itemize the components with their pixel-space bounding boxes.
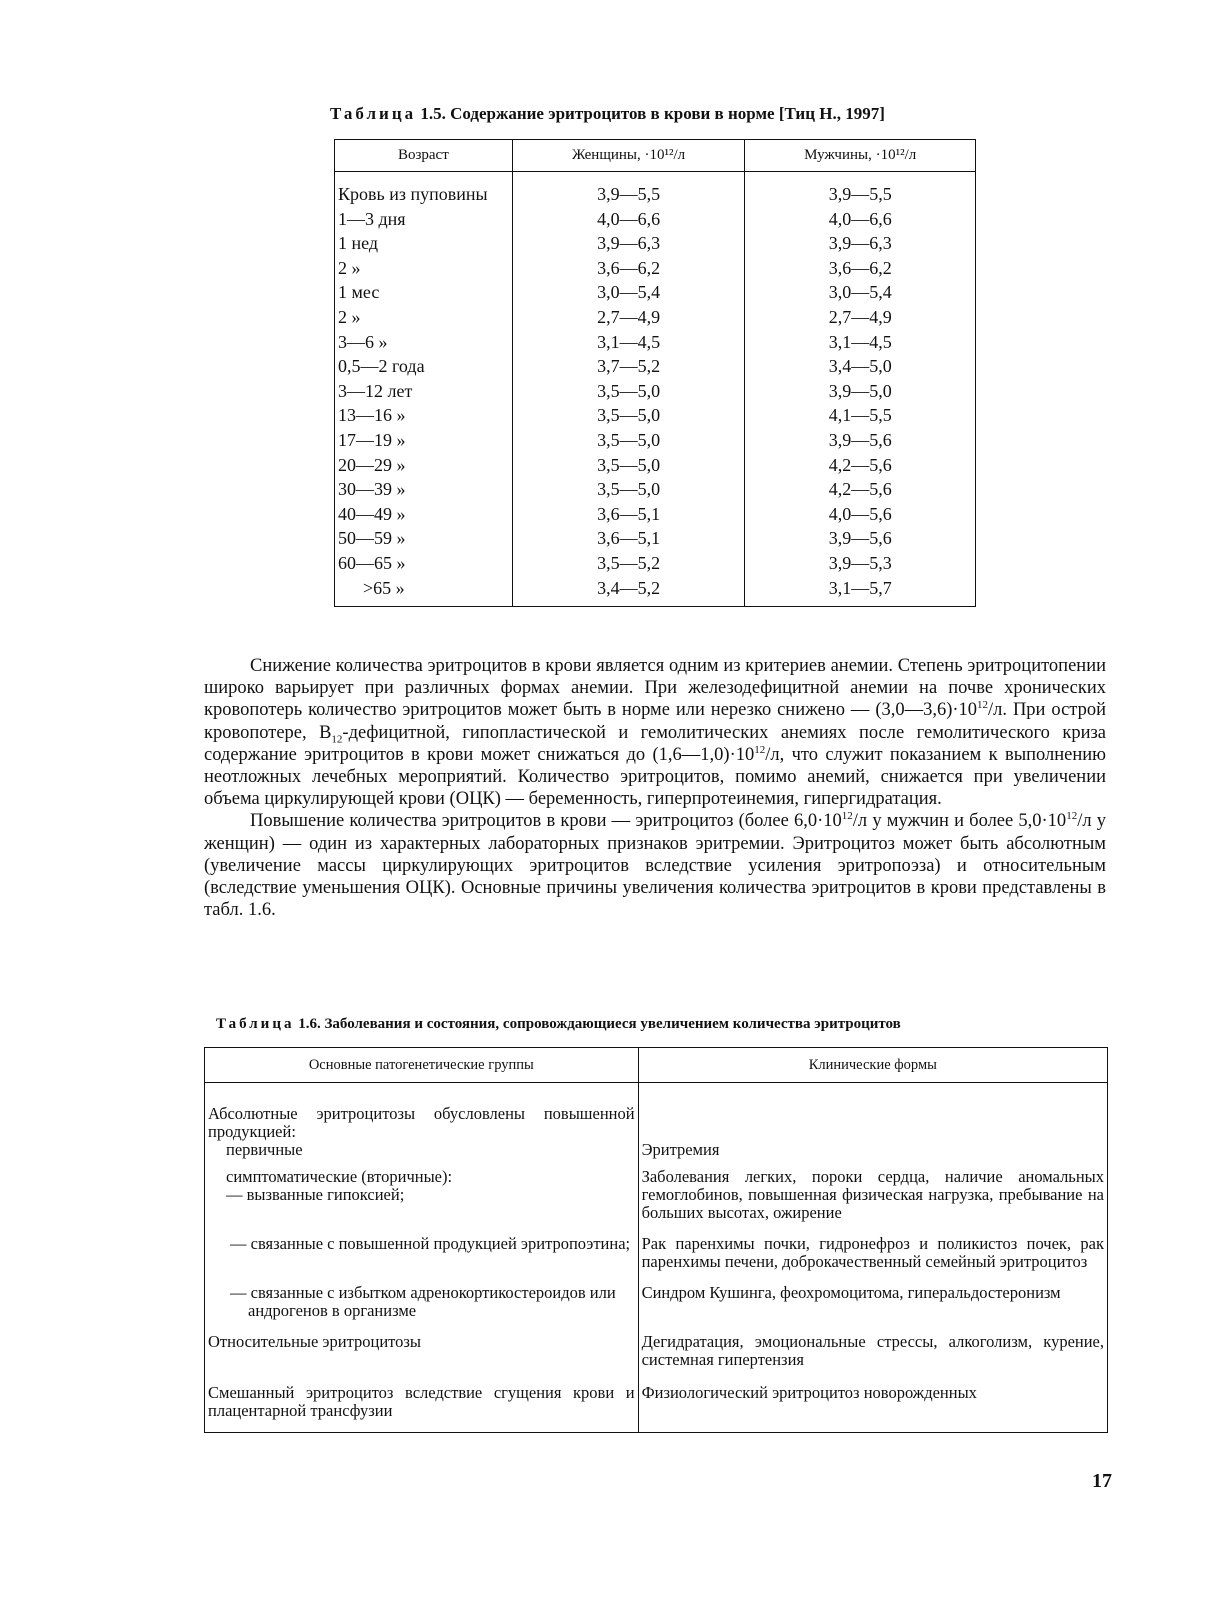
text-run: Повышение количества эритроцитов в крови — эритроцитоз (более 6,0·10: [250, 811, 842, 832]
age-cell: 1—3 дня: [335, 207, 513, 232]
exponent: 12: [977, 699, 989, 712]
table-row: [335, 453, 976, 478]
women-range-cell: 3,6—5,1: [512, 526, 745, 551]
table-1-6: [204, 1047, 1108, 1433]
table-row: [335, 256, 976, 281]
women-range-cell: 3,5—5,0: [512, 379, 745, 404]
table-body: [335, 172, 976, 607]
women-range-cell: 3,6—6,2: [512, 256, 745, 281]
women-range-cell: 3,5—5,0: [512, 403, 745, 428]
subscript: 12: [331, 733, 343, 746]
men-range-cell: 4,0—6,6: [745, 207, 976, 232]
women-range-cell: 3,7—5,2: [512, 354, 745, 379]
age-cell: 3—6 »: [335, 330, 513, 355]
exponent: 12: [841, 810, 853, 823]
women-range-cell: 3,5—5,0: [512, 477, 745, 502]
table-row: [205, 1162, 1108, 1225]
age-cell: 20—29 »: [335, 453, 513, 478]
men-range-cell: 3,9—6,3: [745, 231, 976, 256]
table-row: [205, 1323, 1108, 1372]
men-range-cell: 3,9—5,3: [745, 551, 976, 576]
text-run: /л у женщин) — один из характерных лабораторных признаков эритремии. Эритроцитоз может быть абсолютным (увеличение массы циркулирующих эритроцитов вследствие усиления эритропоэза) и относительным (вследствие уменьшения ОЦК). Основные причины увеличения количества эритроцитов в крови представлены в табл. 1.6.: [204, 811, 1106, 921]
women-range-cell: 3,9—5,5: [512, 172, 745, 207]
age-cell: 3—12 лет: [335, 379, 513, 404]
group-cell: [205, 1225, 639, 1274]
table-row: [335, 330, 976, 355]
form-cell: Заболевания легких, пороки сердца, наличие аномальных гемоглобинов, повышенная физическая нагрузка, пребывание на больших высотах, ожирение: [638, 1162, 1107, 1225]
age-cell: 30—39 »: [335, 477, 513, 502]
age-cell: Кровь из пуповины: [335, 172, 513, 207]
men-range-cell: 3,9—5,5: [745, 172, 976, 207]
column-header-women: Женщины, ·10¹²/л: [512, 140, 745, 172]
table-1-5: [334, 139, 976, 607]
table-header-row: [335, 140, 976, 172]
women-range-cell: 4,0—6,6: [512, 207, 745, 232]
age-cell: 60—65 »: [335, 551, 513, 576]
group-cell: [205, 1274, 639, 1323]
table-row: [335, 502, 976, 527]
table-row: [335, 280, 976, 305]
age-cell: 50—59 »: [335, 526, 513, 551]
column-header-groups: Основные патогенетические группы: [205, 1048, 639, 1083]
women-range-cell: 3,5—5,2: [512, 551, 745, 576]
men-range-cell: 4,0—5,6: [745, 502, 976, 527]
table-row: [335, 403, 976, 428]
text-run: /л, что служит показанием к выполнению неотложных лечебных мероприятий. Количество эритроцитов, помимо анемий, снижается при увеличении объема циркулирующей крови (ОЦК) — беременность, гиперпротеинемия, гипергидратация.: [204, 744, 1106, 810]
men-range-cell: 3,1—5,7: [745, 576, 976, 607]
group-item: — связанные с избытком адренокортикостероидов или андрогенов в организме: [230, 1283, 616, 1320]
form-cell: Дегидратация, эмоциональные стрессы, алкоголизм, курение, системная гипертензия: [638, 1323, 1107, 1372]
table-header-row: [205, 1048, 1108, 1083]
men-range-cell: 2,7—4,9: [745, 305, 976, 330]
table-row: [335, 477, 976, 502]
men-range-cell: 3,6—6,2: [745, 256, 976, 281]
exponent: 12: [1066, 810, 1078, 823]
exponent: 12: [754, 743, 766, 756]
table-row: [335, 379, 976, 404]
form-cell: Физиологический эритроцитоз новорожденных: [638, 1372, 1107, 1433]
age-cell: 13—16 »: [335, 403, 513, 428]
table-row: [335, 576, 976, 607]
body-text: [204, 655, 1106, 921]
women-range-cell: 3,0—5,4: [512, 280, 745, 305]
table-row: [335, 231, 976, 256]
text-run: Снижение количества эритроцитов в крови является одним из критериев анемии. Степень эритроцитопении широко варьирует при различных формах анемии. При железодефицитной анемии на почве хронических кровопотерь количество эритроцитов может быть в норме или нерезко снижено — (3,0—3,6)·10: [204, 656, 1106, 721]
men-range-cell: 3,1—4,5: [745, 330, 976, 355]
table-row: [335, 207, 976, 232]
women-range-cell: 3,9—6,3: [512, 231, 745, 256]
table-row: [335, 526, 976, 551]
men-range-cell: 3,0—5,4: [745, 280, 976, 305]
text-run: -дефицитной, гипопластической и гемолитических анемиях после гемолитического криза содержание эритроцитов в крови может снижаться до (1,6—1,0)·10: [204, 722, 1106, 765]
paragraph-erythrocytosis: [204, 810, 1106, 921]
women-range-cell: 3,1—4,5: [512, 330, 745, 355]
age-cell: 17—19 »: [335, 428, 513, 453]
form-cell: Синдром Кушинга, феохромоцитома, гиперальдостеронизм: [638, 1274, 1107, 1323]
table-row: [205, 1083, 1108, 1163]
age-cell: 1 мес: [335, 280, 513, 305]
form-cell: Рак паренхимы почки, гидронефроз и поликистоз почек, рак паренхимы печени, доброкачественный семейный эритроцитоз: [638, 1225, 1107, 1274]
column-header-men: Мужчины, ·10¹²/л: [745, 140, 976, 172]
men-range-cell: 4,2—5,6: [745, 453, 976, 478]
age-cell: 2 »: [335, 305, 513, 330]
paragraph-anemia: [204, 655, 1106, 810]
women-range-cell: 2,7—4,9: [512, 305, 745, 330]
column-header-forms: Клинические формы: [638, 1048, 1107, 1083]
text-run: /л у мужчин и более 5,0·10: [852, 811, 1067, 832]
form-cell: Эритремия: [638, 1083, 1107, 1163]
table-caption-label: Таблица: [330, 104, 417, 123]
men-range-cell: 3,9—5,6: [745, 526, 976, 551]
table-row: [205, 1274, 1108, 1323]
age-cell: >65 »: [335, 576, 513, 607]
age-cell: 40—49 »: [335, 502, 513, 527]
group-subtitle: симптоматические (вторичные):: [226, 1167, 453, 1186]
men-range-cell: 3,9—5,0: [745, 379, 976, 404]
men-range-cell: 4,1—5,5: [745, 403, 976, 428]
table-row: [335, 305, 976, 330]
age-cell: 0,5—2 года: [335, 354, 513, 379]
group-cell: Относительные эритроцитозы: [205, 1323, 639, 1372]
column-header-age: Возраст: [335, 140, 513, 172]
table-1-6-caption: [216, 1016, 1116, 1033]
table-row: [205, 1372, 1108, 1433]
page-number: 17: [1092, 1470, 1112, 1492]
women-range-cell: 3,5—5,0: [512, 453, 745, 478]
table-caption-text: 1.6. Заболевания и состояния, сопровождающиеся увеличением количества эритроцитов: [298, 1016, 901, 1032]
group-cell: Смешанный эритроцитоз вследствие сгущения крови и плацентарной трансфузии: [205, 1372, 639, 1433]
group-cell: [205, 1083, 639, 1163]
table-caption-text: 1.5. Содержание эритроцитов в крови в норме [Тиц Н., 1997]: [420, 104, 885, 123]
table-row: [335, 354, 976, 379]
table-row: [205, 1225, 1108, 1274]
men-range-cell: 4,2—5,6: [745, 477, 976, 502]
table-row: [335, 172, 976, 207]
group-item: — связанные с повышенной продукцией эритропоэтина;: [230, 1234, 631, 1253]
group-title: Абсолютные эритроцитозы обусловлены повышенной продукцией:: [208, 1104, 635, 1141]
women-range-cell: 3,5—5,0: [512, 428, 745, 453]
table-caption-label: Таблица: [216, 1016, 295, 1032]
group-item: — вызванные гипоксией;: [226, 1185, 405, 1204]
group-cell: [205, 1162, 639, 1225]
men-range-cell: 3,9—5,6: [745, 428, 976, 453]
table-row: [335, 428, 976, 453]
men-range-cell: 3,4—5,0: [745, 354, 976, 379]
text-run: /л. При острой кровопотере, B: [204, 700, 1106, 743]
age-cell: 2 »: [335, 256, 513, 281]
age-cell: 1 нед: [335, 231, 513, 256]
women-range-cell: 3,4—5,2: [512, 576, 745, 607]
table-row: [335, 551, 976, 576]
group-subtitle: первичные: [226, 1140, 303, 1159]
women-range-cell: 3,6—5,1: [512, 502, 745, 527]
table-1-5-caption: [330, 104, 990, 124]
